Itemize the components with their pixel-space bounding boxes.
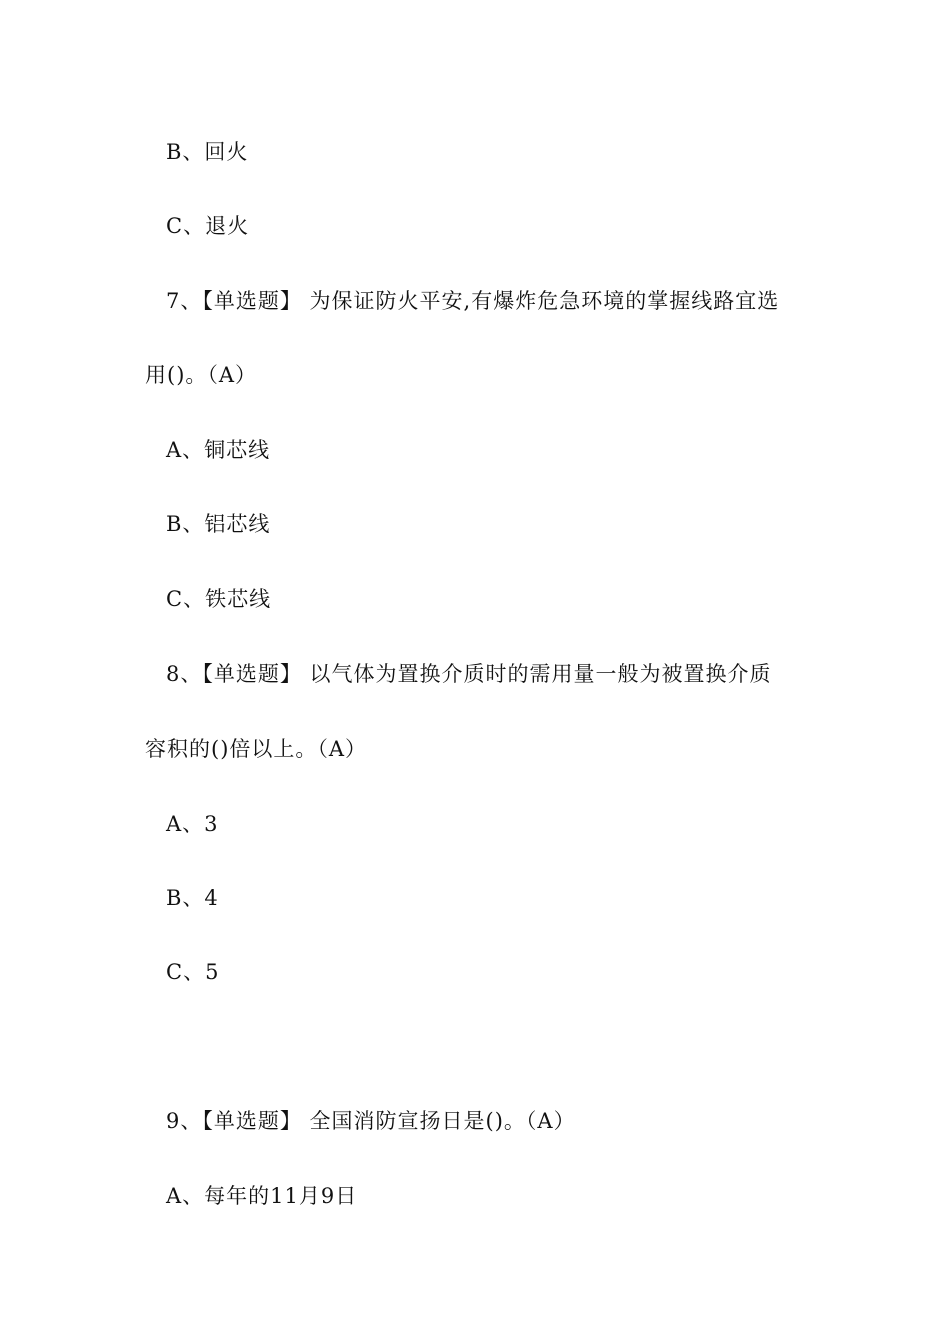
- option-line: C、5: [166, 960, 220, 984]
- option-line: B、回火: [166, 140, 249, 164]
- option-line: A、铜芯线: [166, 438, 271, 462]
- option-line: A、每年的11月9日: [166, 1184, 358, 1208]
- question-line: 9、【单选题】 全国消防宣扬日是()。（A）: [166, 1109, 576, 1133]
- option-line: C、退火: [166, 214, 250, 238]
- option-line: A、3: [166, 812, 219, 836]
- option-line: B、铝芯线: [166, 512, 271, 536]
- option-line: C、铁芯线: [166, 587, 272, 611]
- option-line: B、4: [166, 886, 219, 910]
- question-line: 7、【单选题】 为保证防火平安,有爆炸危急环境的掌握线路宜选: [166, 289, 780, 313]
- question-continuation: 容积的()倍以上。（A）: [145, 737, 368, 761]
- question-line: 8、【单选题】 以气体为置换介质时的需用量一般为被置换介质: [166, 662, 772, 686]
- question-continuation: 用()。（A）: [145, 363, 258, 387]
